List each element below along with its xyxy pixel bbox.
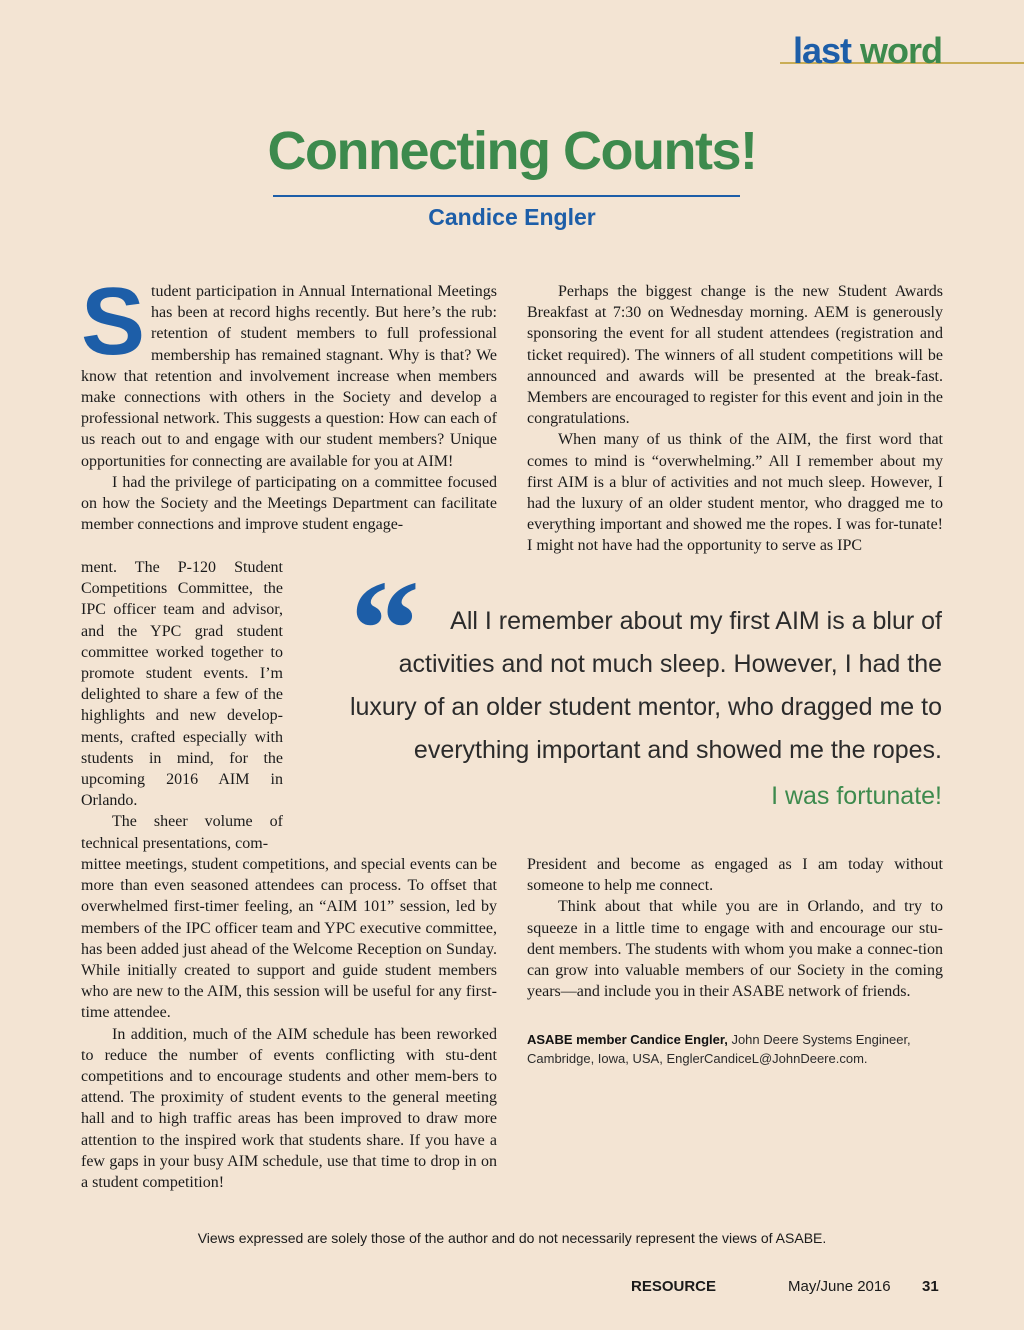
paragraph: President and become as engaged as I am today without someone to help me connect.	[527, 856, 943, 895]
paragraph: The sheer volume of technical presentations, com-	[81, 813, 283, 852]
left-column-bottom	[81, 854, 497, 1193]
paragraph: Think about that while you are in Orlando, and try to squeeze in a little time to engage with and encourage our stu-dent members. The students with whom you make a connec-tion can grow into valuable members of our Society in the coming years—and include you in their ASABE network of friends.	[527, 898, 943, 1001]
author-byline: Candice Engler	[428, 204, 596, 230]
pull-quote-line: luxury of an older student mentor, who dragged me to	[349, 693, 942, 721]
paragraph: When many of us think of the AIM, the first word that comes to mind is “overwhelming.” All I remember about my first AIM is a blur of activities and not much sleep. However, I had the luxury of an older student mentor, who dragged me to everything important and showed me the ropes. I was for-tunate! I might not have had the opportunity to serve as IPC	[527, 431, 943, 555]
author-bio	[527, 1031, 943, 1068]
paragraph: In addition, much of the AIM schedule has been reworked to reduce the number of events conflicting with stu-dent competitions and to encourage students and other mem-bers to attend. The proximity of student events to the general meeting hall and to high traffic areas has been improved to draw more attention to the inspired work that students share. If you have a few gaps in your busy AIM schedule, use that time to drop in on a student competition!	[81, 1025, 497, 1192]
pull-quote-line: activities and not much sleep. However, I had the	[398, 650, 942, 678]
title-underline	[273, 195, 740, 197]
section-label-word2: word	[860, 30, 942, 71]
section-label	[793, 30, 942, 72]
footer-issue-date: May/June 2016	[788, 1278, 891, 1295]
right-column-top	[527, 281, 943, 557]
author-bio-name: ASABE member Candice Engler,	[527, 1032, 728, 1047]
pull-quote-tail: I was fortunate!	[771, 782, 942, 810]
paragraph: I had the privilege of participating on a committee focused on how the Society and the Meetings Department can facilitate member connections and improve student engage-	[81, 473, 497, 534]
footer-magazine-name: RESOURCE	[631, 1278, 717, 1295]
pull-quote-line: everything important and showed me the ropes.	[413, 736, 942, 764]
paragraph: mittee meetings, student competitions, and special events can be more than even seasoned attendees can process. To offset that overwhelmed first-timer feeling, an “AIM 101” session, led by members of the IPC officer team and YPC executive committee, has been added just ahead of the Welcome Reception on Sunday. While initially created to support and guide student members who are new to the AIM, this session will be useful for any first-time attendee.	[81, 856, 497, 1022]
disclaimer: Views expressed are solely those of the author and do not necessarily represent the views of ASABE.	[197, 1230, 827, 1246]
drop-cap: S	[81, 268, 146, 375]
footer-page-number: 31	[922, 1278, 939, 1295]
paragraph: Perhaps the biggest change is the new Student Awards Breakfast at 7:30 on Wednesday morning. AEM is generously sponsoring the event for all student attendees (registration and ticket required). The winners of all student competitions will be announced and awards will be presented at the break-fast. Members are encouraged to register for this event and join in the congratulations.	[527, 283, 943, 428]
paragraph: ment. The P-120 Student Competitions Committee, the IPC officer team and advisor, and the YPC grad student committee worked together to promote student events. I’m delighted to share a few of the highlights and new develop-ments, crafted especially with students in mind, for the upcoming 2016 AIM in Orlando.	[81, 559, 283, 810]
paragraph-intro-text: tudent participation in Annual International Meetings has been at record highs recently. But here’s the rub: retention of student members to full professional membership has remained stagnant. Why is that? We know that retention and involvement increase when members make connections with others in the Society and develop a professional network. This suggests a question: How can each of us reach out to and engage with our student members? Unique opportunities for connecting are available for you at AIM!	[81, 283, 497, 470]
right-column-bottom	[527, 854, 943, 1002]
quote-mark-icon: “	[350, 552, 420, 707]
pull-quote-line: All I remember about my first AIM is a blur of	[450, 607, 942, 635]
paragraph-intro	[81, 268, 497, 472]
article-title: Connecting Counts!	[267, 121, 757, 181]
author-bio-details: John Deere Systems Engineer, Cambridge, Iowa, USA, EnglerCandiceL@JohnDeere.com.	[527, 1032, 911, 1066]
section-label-word1: last	[792, 30, 851, 71]
pull-quote	[300, 600, 942, 772]
left-column-top	[81, 268, 497, 535]
left-column-narrow	[81, 557, 283, 854]
